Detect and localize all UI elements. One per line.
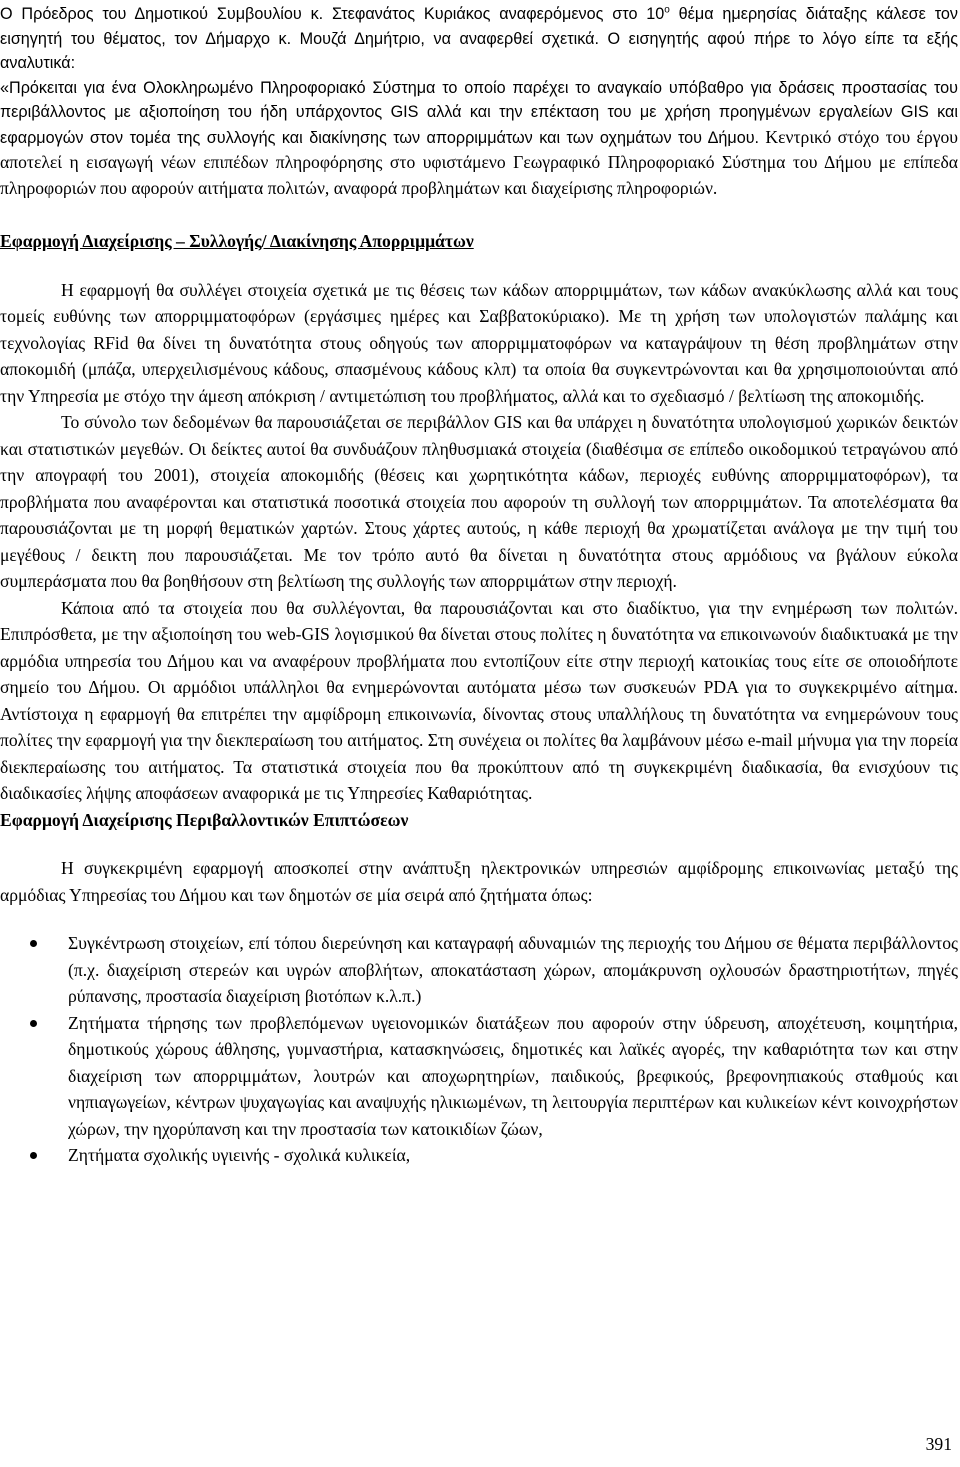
bullet-icon [30, 940, 37, 947]
paragraph: Η εφαρμογή θα συλλέγει στοιχεία σχετικά με τις θέσεις των κάδων απορριμμάτων, των κάδων ανακύκλωσης αλλά και τους τομείς ευθύνης των απορριμματοφόρων (εργάσιμες ημέρες και Σαββατοκύριακο). Με τη χρήση των υπολογιστών παλάμης και τεχνολογίας RFid θα δίνει τη δυνατότητα στους οδηγούς των απορριμματοφόρων να καταγράψουν τη θέση προβλημάτων στην αποκομιδή (μπάζα, υπερχειλισμένους κάδους, σπασμένους κάδους κλπ) τα οποία θα συγκεντρώνονται και θα χρησιμοποιούνται από την Υπηρεσία με στόχο την άμεση απόκριση / αντιμετώπιση του προβλήματος, αλλά και το σχεδιασμό / βελτίωση της αποκομιδής. [0, 279, 958, 406]
paragraph: Κάποια από τα στοιχεία που θα συλλέγονται, θα παρουσιάζονται και στο διαδίκτυο, για την ενημέρωση των πολιτών. Επιπρόσθετα, με την αξιοποίηση του web-GIS λογισμικού θα δίνεται στους πολίτες η δυνατότητα να επικοινωνούν διαδικτυακά με την αρμόδια υπηρεσία του Δήμου και να αναφέρουν προβλήματα που εντοπίζουν είτε στην περιοχή κατοικίας τους είτε σε οποιοδήποτε σημείο του Δήμου. Οι αρμόδιοι υπάλληλοι θα ενημερώνονται αυτόματα μέσω των συσκευών PDA για το συγκεκριμένο αίτημα. Αντίστοιχα η εφαρμογή θα επιτρέπει την αμφίδρομη επικοινωνία, δίνοντας στους υπαλλήλους τη δυνατότητα να ενημερώνουν τους πολίτες την εφαρμογή για την διεκπεραίωση του αιτήματος. Στη συνέχεια οι πολίτες θα λαμβάνουν μέσω e-mail μήνυμα για την πορεία διεκπεραίωσης του αιτήματος. Τα στατιστικά στοιχεία που θα προκύπτουν από τη συγκεκριμένη διαδικασία, θα ενισχύουν τις διαδικασίες λήψης αποφάσεων αναφορικά με τις Υπηρεσίες Καθαριότητας. [0, 597, 958, 803]
section-heading-environment: Εφαρμογή Διαχείρισης Περιβαλλοντικών Επιπτώσεων [0, 809, 409, 830]
spacer [0, 908, 958, 930]
quote-tail-text: Κεντρικό στόχο του έργου αποτελεί η εισαγωγή νέων επιπέδων πληροφόρησης στο υφιστάμενο Γεωγραφικό Πληροφοριακό Σύστημα του Δήμου με επίπεδα πληροφοριών που αφορούν αιτήματα πολιτών, αναφορά προβλημάτων και διαχείρισης πληροφοριών. [0, 126, 958, 198]
intro-text: Ο Πρόεδρος του Δημοτικού Συμβουλίου κ. Στεφανάτος Κυριάκος αναφερόμενος στο 10 [0, 5, 665, 23]
quote-paragraph [0, 76, 958, 202]
paragraph: Το σύνολο των δεδομένων θα παρουσιάζεται σε περιβάλλον GIS και θα υπάρχει η δυνατότητα υπολογισμού χωρικών δεικτών και στατιστικών μεγεθών. Οι δείκτες αυτοί θα συνδυάζουν πληθυσμιακά στοιχεία (διαθέσιμα σε επίπεδο οικοδομικού τετραγώνου από την απογραφή του 2001), στοιχεία αποκομιδής (θέσεις και χωρητικότητα κάδων, περιοχές ευθύνης απορριμματοφόρων), τα προβλήματα που αναφέρονται και στατιστικά ποσοτικά στοιχεία που αφορούν τη συλλογή των απορριμμάτων. Τα αποτελέσματα θα παρουσιάζονται με τη μορφή θεματικών χαρτών. Στους χάρτες αυτούς, η κάθε περιοχή θα χρωματίζεται ανάλογα με την τιμή του μεγέθους / δεικτη που παρουσιάζεται. Με τον τρόπο αυτό θα δίνεται η δυνατότητα στους αρμόδιους να βγάλουν εύκολα συμπεράσματα που θα βοηθήσουν στη βελτίωση της συλλογής των απορριμάτων στην περιοχή. [0, 412, 958, 591]
intro-text-continued: θέμα ημερησίας διάταξης κάλεσε τον εισηγητή του θέματος, τον Δήμαρχο κ. Μουζά Δημήτριο, να αναφερθεί σχετικά. Ο εισηγητής αφού πήρε το λόγο είπε τα εξής αναλυτικά: [0, 5, 958, 72]
spacer [0, 833, 958, 855]
list-item [0, 1010, 958, 1143]
quote-text: «Πρόκειται για ένα Ολοκληρωμένο Πληροφοριακό Σύστημα το οποίο παρέχει το αναγκαίο υπόβαθρο για δράσεις προστασίας του περιβάλλοντος με αξιοποίηση του ήδη υπάρχοντος GIS αλλά και την επέκταση του με χρήση προηγμένων εργαλείων GIS και εφαρμογών στον τομέα της συλλογής και διακίνησης των απορριμμάτων και των οχημάτων του Δήμου. [0, 78, 958, 147]
list-item-text: Ζητήματα τήρησης των προβλεπόμενων υγειονομικών διατάξεων που αφορούν στην ύδρευση, αποχέτευση, κοιμητήρια, δημοτικούς χώρους άθλησης, γυμναστήρια, κατασκηνώσεις, δημοτικές και λαϊκές αγορές, την καθαριότητα των και στην διαχείριση των απορριμμάτων, λουτρών και αποχωρητηρίων, παιδικούς, βρεφικούς, βρεφονηπιακούς σταθμούς και νηπιαγωγείων, κέντρων ψυχαγωγίας και αναψυχής ηλικιωμένων, τη λειτουργία περιπτέρων και κυλικείων κέντ κοινοχρήστων χώρων, την ηχορύπανση και την προστασία των κατοικιδίων ζώων, [68, 1012, 958, 1139]
bullet-icon [30, 1020, 37, 1027]
list-item-text: Ζητήματα σχολικής υγιεινής - σχολικά κυλικεία, [68, 1145, 411, 1165]
environmental-impact-section [0, 807, 958, 1169]
spacer [0, 201, 958, 228]
section-heading-waste: Εφαρμογή Διαχείρισης – Συλλογής/ Διακίνησης Απορριμμάτων [0, 231, 474, 251]
list-item-text: Συγκέντρωση στοιχείων, επί τόπου διερεύνηση και καταγραφή αδυναμιών της περιοχής του Δήμου σε θέματα περιβάλλοντος (π.χ. διαχείριση στερεών και υγρών αποβλήτων, αποκατάσταση χώρων, απομάκρυνση οχλουσών δραστηριοτήτων, πηγές ρύπανσης, προστασία διαχείριση βιοτόπων κ.λ.π.) [68, 933, 958, 1006]
spacer [0, 255, 958, 277]
paragraph: Η συγκεκριμένη εφαρμογή αποσκοπεί στην ανάπτυξη ηλεκτρονικών υπηρεσιών αμφίδρομης επικοινωνίας μεταξύ της αρμόδιας Υπηρεσίας του Δήμου και των δημοτών σε μία σειρά από ζητήματα όπως: [0, 858, 958, 905]
waste-management-section [0, 228, 958, 807]
document-page [0, 2, 958, 1169]
page-number: 391 [925, 1434, 952, 1454]
bullet-list [0, 930, 958, 1169]
ordinal-superscript: ο [664, 4, 670, 16]
list-item [0, 1142, 958, 1169]
bullet-icon [30, 1152, 37, 1159]
list-item [0, 930, 958, 1010]
intro-paragraph [0, 2, 958, 76]
intro-section [0, 2, 958, 201]
